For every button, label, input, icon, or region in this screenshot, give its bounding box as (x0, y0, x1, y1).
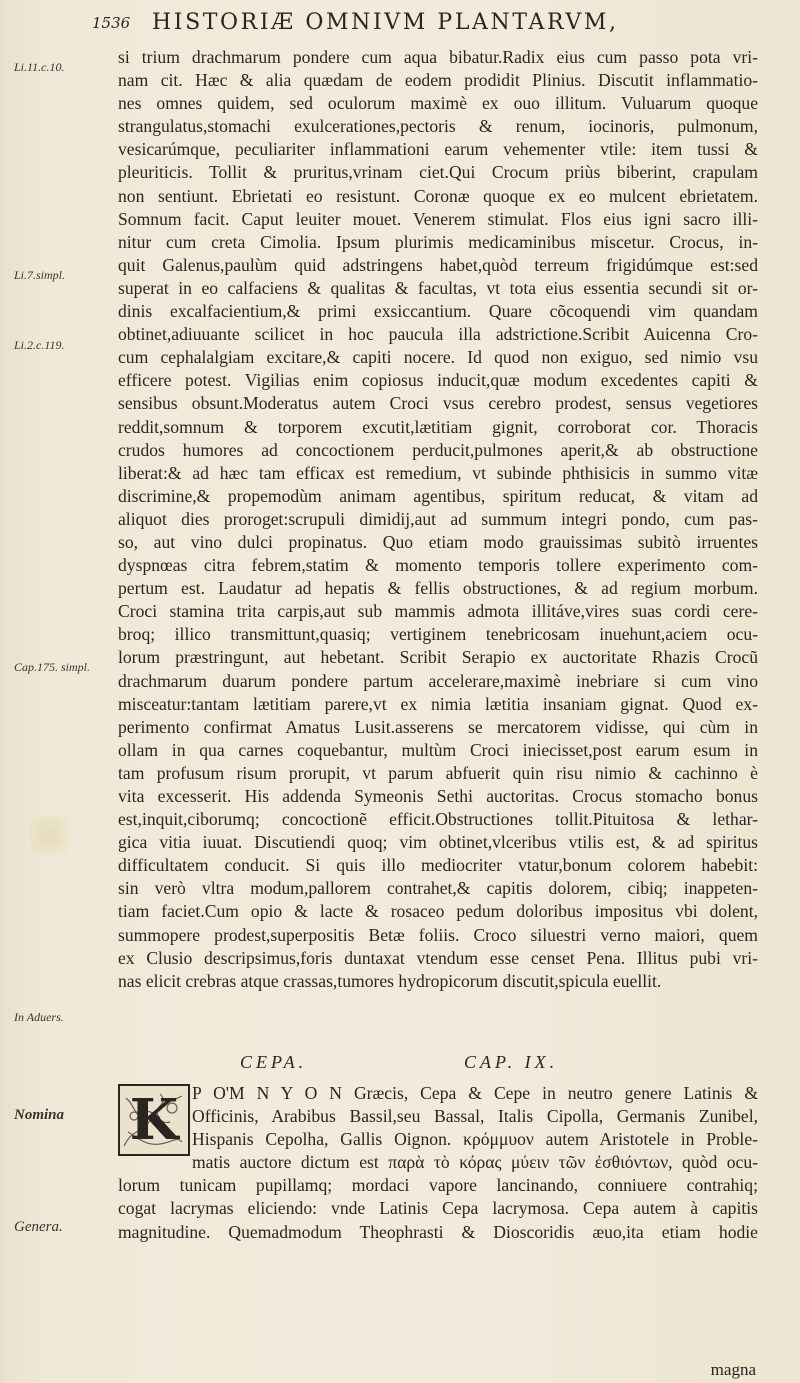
text-line: vita excesserit. His addenda Symeonis Sethi auctoritas. Crocus stomacho bonus (118, 786, 758, 806)
body-text (118, 46, 758, 993)
text-line: P O'M N Y O N Græcis, Cepa & Cepe in neutro genere Latinis & (192, 1083, 758, 1103)
margin-note: Genera. (14, 1219, 63, 1235)
text-line: vesicarúmque, peculiariter inflammationi earum vehementer vtile: item tussi & (118, 139, 758, 160)
text-line: Hispanis Cepolha, Gallis Oignon. κρόμμυον autem Aristotele in Proble- (192, 1129, 758, 1150)
catchword: magna (710, 1360, 756, 1379)
text-line: ollam in qua carnes coquebantur, multùm Croci iniecisset,post earum esum in (118, 739, 758, 760)
text-line: sin verò vltra modum,pallorem contrahet,& capitis dolorem, cibiq; inappeten- (118, 878, 758, 899)
text-line: nas elicit crebras atque crassas,tumores hydropicorum discutit,spicula euellit. (118, 970, 662, 991)
text-line: drachmarum duarum pondere partum accelerare,maximè inebriare si cum vino (118, 670, 758, 691)
text-line: aliquot dies proroget:scrupuli dimidij,aut ad summum integri pondo, cum pas- (118, 508, 758, 529)
text-line: lorum tunicam pupillamq; mordaci vapore lancinando, conniuere contrahiq; (118, 1175, 758, 1196)
text-line: so, aut vino dulci propinatus. Quo etiam modo grauissimas subitò irruentes (118, 531, 758, 552)
margin-note: Nomina (14, 1107, 65, 1123)
text-line: summopere prodest,superpositis Betæ foliis. Croco siluestri verno maiori, quem (118, 924, 758, 945)
margin-note: Cap.175. simpl. (14, 660, 91, 674)
text-line: tiam faciet.Cum opio & lacte & rosaceo pedum doloribus impositus vbi dolent, (118, 901, 758, 922)
margin-note: In Aduers. (14, 1010, 64, 1024)
text-line: ex Clusio descripsimus,foris duntaxat vtendum esse censet Pena. Illitus pubi vri- (118, 947, 758, 968)
text-line: nam cit. Hæc & alia quædam de eodem prodidit Plinius. Discutit inflammatio- (118, 70, 758, 91)
running-title: HISTORIÆ OMNIVM PLANTARVM, (152, 10, 619, 35)
text-line: obtinet,adiuuante scilicet in hoc paucula illa adstrictione.Scribit Auicenna Cro- (118, 324, 758, 345)
text-line: est,inquit,ciborumq; concoctionẽ efficit.Obstructiones tollit.Pituitosa & lethar- (118, 809, 758, 830)
text-line: misceatur:tantam lætitiam parere,vt ex nimia lætitia insaniam gignat. Quod ex- (118, 693, 758, 714)
text-line: strangulatus,stomachi exulcerationes,pectoris & renum, iocinoris, pulmonum, (118, 116, 758, 137)
text-line: sensibus obsunt.Moderatus autem Croci vsus cerebro prodest, sensus vegetiores (118, 393, 758, 414)
page-header (92, 10, 732, 44)
text-line: nitur cum creta Cimolia. Ipsum plurimis medicaminibus miscetur. Crocus, in- (118, 231, 758, 252)
text-line: gica vitia iuuat. Discutiendi quoq; vim obtinet,vlceribus vtilis est, & ad spiritus (118, 832, 758, 853)
text-line: matis auctore dictum est παρὰ τὸ κόρας μύειν τῶν ἐσθιόντων, quòd ocu- (192, 1152, 758, 1173)
paper-stain (30, 815, 70, 855)
text-line: liberat:& ad hæc tam efficax est remedium, vt subinde phthisicis in summo vitæ (118, 462, 758, 483)
section-heading (118, 1052, 758, 1078)
text-line: reddit,somnum & torporem excutit,lætitiam gignit, corroborat cor. Thoracis (118, 416, 758, 437)
chapter-number: CAP. IX. (464, 1052, 559, 1072)
text-line: cum cephalalgiam excitare,& capiti nocere. Id quod non exiguo, sed nimio vsu (118, 347, 758, 368)
margin-note: Li.11.c.10. (14, 60, 65, 74)
margin-note: Li.7.simpl. (14, 268, 66, 282)
text-line: tam profusum risum prorupit, vt parum abfuerit quin risu nimio & cachinno è (118, 762, 758, 783)
text-line: efficere potest. Vigilias enim copiosus inducit,quæ modum excedentes capiti & (118, 370, 758, 391)
text-line: cogat lacrymas eliciendo: vnde Latinis Cepa lacrymosa. Cepa autem à capitis (118, 1198, 758, 1219)
text-line: nes omnes quidem, sed oculorum maximè ex ouo illitum. Vuluarum quoque (118, 93, 758, 114)
text-line: superat in eo calfaciens & qualitas & facultas, vt tota eius essentia secundi sit or- (118, 277, 758, 298)
text-line: magnitudine. Quemadmodum Theophrasti & Dioscoridis æuo,ita etiam hodie (118, 1221, 758, 1242)
text-line: difficultatem conducit. Si quis illo mediocriter vtatur,bonum colorem habebit: (118, 855, 758, 876)
text-line: Officinis, Arabibus Bassil,seu Bassal, Italis Cipolla, Germanis Zunibel, (192, 1106, 758, 1127)
margin-note: Li.2.c.119. (14, 338, 65, 352)
text-line: quit Galenus,paulùm quid adstringens habet,quòd terreum frigidúmque est:sed (118, 254, 758, 275)
text-line: dyspnœas citra febrem,statim & momento temporis tollere experimento com- (118, 555, 758, 576)
chapter-text (118, 1082, 758, 1244)
text-line: perimento confirmat Amatus Lusit.asserens se mercatorem vidisse, qui cùm in (118, 716, 758, 737)
text-line: broq; illico transmittunt,quasiq; vertiginem tenebricosam inuehunt,aciem ocu- (118, 624, 758, 645)
text-line: crudos humores ad concoctionem perducit,pulmones aperit,& ab obstructione (118, 439, 758, 460)
text-line: Croci stamina trita carpis,aut sub mammis admota illitáve,vires suas cordi cere- (118, 601, 758, 622)
text-line: dinis excalfacientium,& primi exsiccantium. Quare cõcoquendi vim quandam (118, 301, 758, 322)
text-line: si trium drachmarum pondere cum aqua bibatur.Radix eius cum passo pota vri- (118, 47, 758, 67)
text-line: Somnum facit. Caput leuiter mouet. Venerem stimulat. Flos eius igni sacro illi- (118, 208, 758, 229)
text-line: lorum præstringunt, aut hebetant. Scribit Serapio ex auctoritate Rhazis Crocũ (118, 647, 758, 668)
text-line: discrimine,& propemodùm animam agentibus, spiritum reducat, & vitam ad (118, 485, 758, 506)
section-title: CEPA. (240, 1052, 308, 1072)
text-line: pleuriticis. Tollit & pruritus,vrinam ciet.Qui Crocum priùs biberint, crapulam (118, 162, 758, 183)
text-line: non sentiunt. Ebrietati eo resistunt. Coronæ quoque ex eo mulcent ebrietatem. (118, 185, 758, 206)
page-number: 1536 (92, 14, 131, 32)
initial-letter: K (129, 1087, 179, 1153)
text-line: pertum est. Laudatur ad hepatis & fellis obstructiones, & ad regium morbum. (118, 578, 758, 599)
